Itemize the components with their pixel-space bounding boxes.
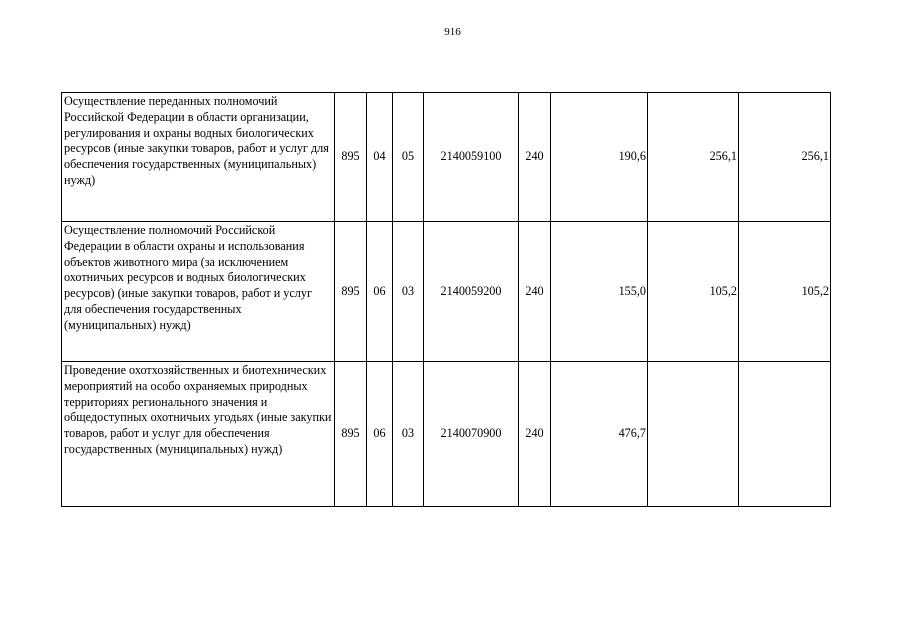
amount-3-cell [739,362,831,507]
subsection-code-cell: 03 [393,362,424,507]
amount-1-cell: 476,7 [551,362,648,507]
target-article-cell: 2140070900 [424,362,519,507]
expense-type-cell: 240 [519,93,551,222]
amount-3-cell: 256,1 [739,93,831,222]
table-row [62,222,831,362]
expense-name-cell: Проведение охотхозяйственных и биотехнических мероприятий на особо охраняемых природных территориях регионального значения и общедоступных охотничьих угодьях (иные закупки товаров, работ и услуг для обеспечения государственных (муниципальных) нужд) [62,362,335,507]
amount-2-cell [648,362,739,507]
budget-table [61,92,831,507]
amount-2-cell: 256,1 [648,93,739,222]
expense-name-cell: Осуществление полномочий Российской Федерации в области охраны и использования объектов животного мира (за исключением охотничьих ресурсов и водных биологических ресурсов) (иные закупки товаров, работ и услуг для обеспечения государственных (муниципальных) нужд) [62,222,335,362]
section-code-cell: 06 [367,222,393,362]
ministry-code-cell: 895 [335,93,367,222]
ministry-code-cell: 895 [335,362,367,507]
amount-2-cell: 105,2 [648,222,739,362]
table-row [62,362,831,507]
amount-1-cell: 155,0 [551,222,648,362]
target-article-cell: 2140059100 [424,93,519,222]
section-code-cell: 04 [367,93,393,222]
expense-type-cell: 240 [519,222,551,362]
table-row [62,93,831,222]
expense-name-cell: Осуществление переданных полномочий Российской Федерации в области организации, регулирования и охраны водных биологических ресурсов (иные закупки товаров, работ и услуг для обеспечения государственных (муниципальных) нужд) [62,93,335,222]
target-article-cell: 2140059200 [424,222,519,362]
amount-1-cell: 190,6 [551,93,648,222]
expense-type-cell: 240 [519,362,551,507]
section-code-cell: 06 [367,362,393,507]
subsection-code-cell: 05 [393,93,424,222]
subsection-code-cell: 03 [393,222,424,362]
ministry-code-cell: 895 [335,222,367,362]
amount-3-cell: 105,2 [739,222,831,362]
page-number: 916 [444,26,461,38]
